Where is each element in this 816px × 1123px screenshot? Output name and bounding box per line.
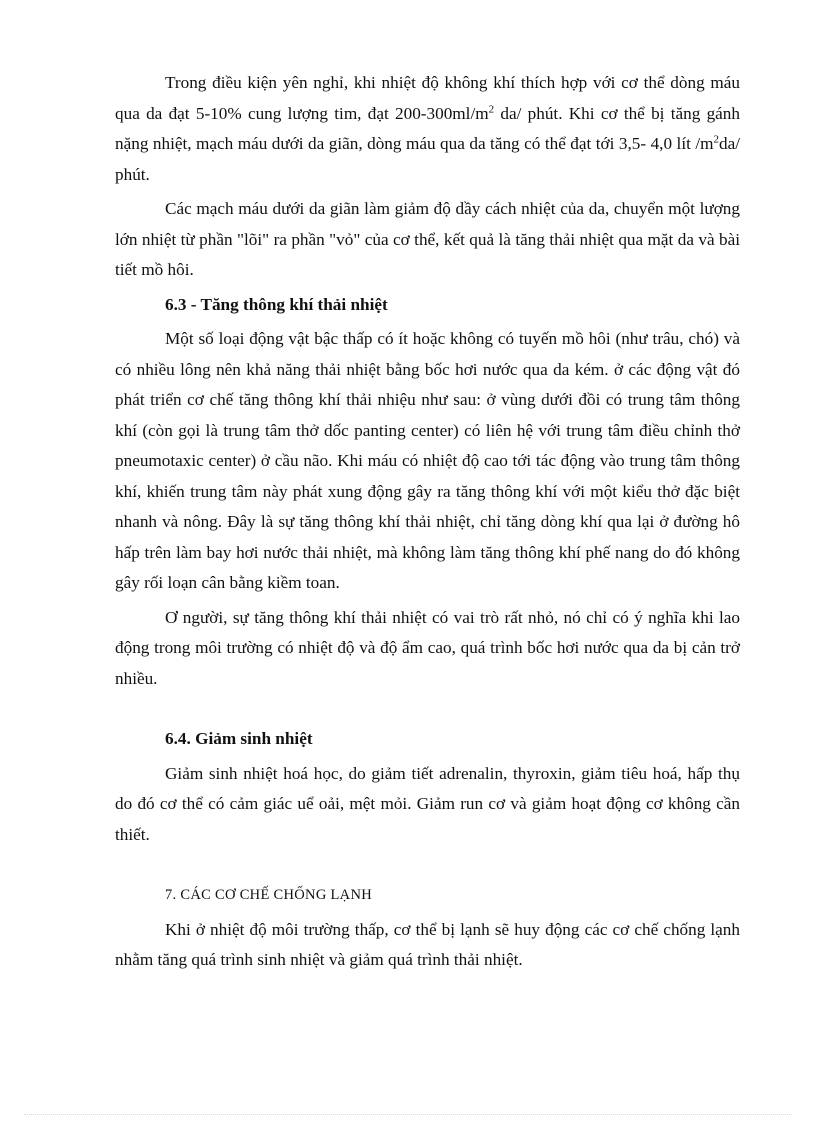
- document-page: [115, 68, 740, 980]
- paragraph-cold-defense: Khi ở nhiệt độ môi trường thấp, cơ thể bị lạnh sẽ huy động các cơ chế chống lạnh nhằm tăng quá trình sinh nhiệt và giảm quá trình thải nhiệt.: [115, 919, 740, 969]
- page-bottom-divider: [24, 1114, 792, 1115]
- superscript-squared-2: 2: [713, 133, 719, 146]
- section-heading-6-4: 6.4. Giảm sinh nhiệt: [165, 729, 313, 748]
- paragraph-reduce-heat: Giảm sinh nhiệt hoá học, do giảm tiết adrenalin, thyroxin, giảm tiêu hoá, hấp thụ do đó cơ thể có cảm giác uể oải, mệt mỏi. Giảm run cơ và giảm hoạt động cơ không cần thiết.: [115, 763, 740, 844]
- paragraph-blood-flow-part1: Trong điều kiện yên nghỉ, khi nhiệt độ không khí thích hợp với cơ thể dòng máu qua da đạt 5-10% cung lượng tim, đạt 200-300ml/m: [115, 73, 740, 123]
- paragraph-blood-flow-part3: da/ phút.: [115, 134, 740, 184]
- paragraph-blood-flow-part2: da/ phút. Khi cơ thể bị tăng gánh nặng nhiệt, mạch máu dưới da giãn, dòng máu qua da tăng có thể đạt tới 3,5- 4,0 lít /m: [115, 103, 740, 153]
- paragraph-blood-flow: [115, 68, 740, 190]
- paragraph-panting: Một số loại động vật bậc thấp có ít hoặc không có tuyến mồ hôi (như trâu, chó) và có nhiều lông nên khả năng thải nhiệt bằng bốc hơi nước qua da kém. ở các động vật đó phát triển cơ chế tăng thông khí thải nhiệu như sau: ở vùng dưới đồi có trung tâm thông khí (còn gọi là trung tâm thở dốc panting center) có liên hệ với trung tâm điều chỉnh thở pneumotaxic center) ở cầu não. Khi máu có nhiệt độ cao tới tác động vào trung tâm thông khí, khiến trung tâm này phát xung động gây ra tăng thông khí với một kiểu thở đặc biệt nhanh và nông. Đây là sự tăng thông khí thải nhiệt, chỉ tăng dòng khí qua lại ở đường hô hấp trên làm bay hơi nước thải nhiệt, mà không làm tăng thông khí phế nang do đó không gây rối loạn cân bằng kiềm toan.: [115, 329, 740, 592]
- section-heading-6-3: 6.3 - Tăng thông khí thải nhiệt: [165, 294, 388, 314]
- paragraph-human-panting: Ơ người, sự tăng thông khí thải nhiệt có vai trò rất nhỏ, nó chỉ có ý nghĩa khi lao động trong môi trường có nhiệt độ và độ ẩm cao, quá trình bốc hơi nước qua da bị cản trở nhiều.: [115, 607, 740, 688]
- paragraph-vasodilation: Các mạch máu dưới da giãn làm giảm độ dầy cách nhiệt của da, chuyển một lượng lớn nhiệt từ phần "lõi" ra phần "vỏ" của cơ thể, kết quả là tăng thải nhiệt qua mặt da và bài tiết mồ hôi.: [115, 199, 740, 279]
- section-heading-7: 7. CÁC CƠ CHẾ CHỐNG LẠNH: [165, 887, 372, 903]
- superscript-squared: 2: [488, 102, 495, 115]
